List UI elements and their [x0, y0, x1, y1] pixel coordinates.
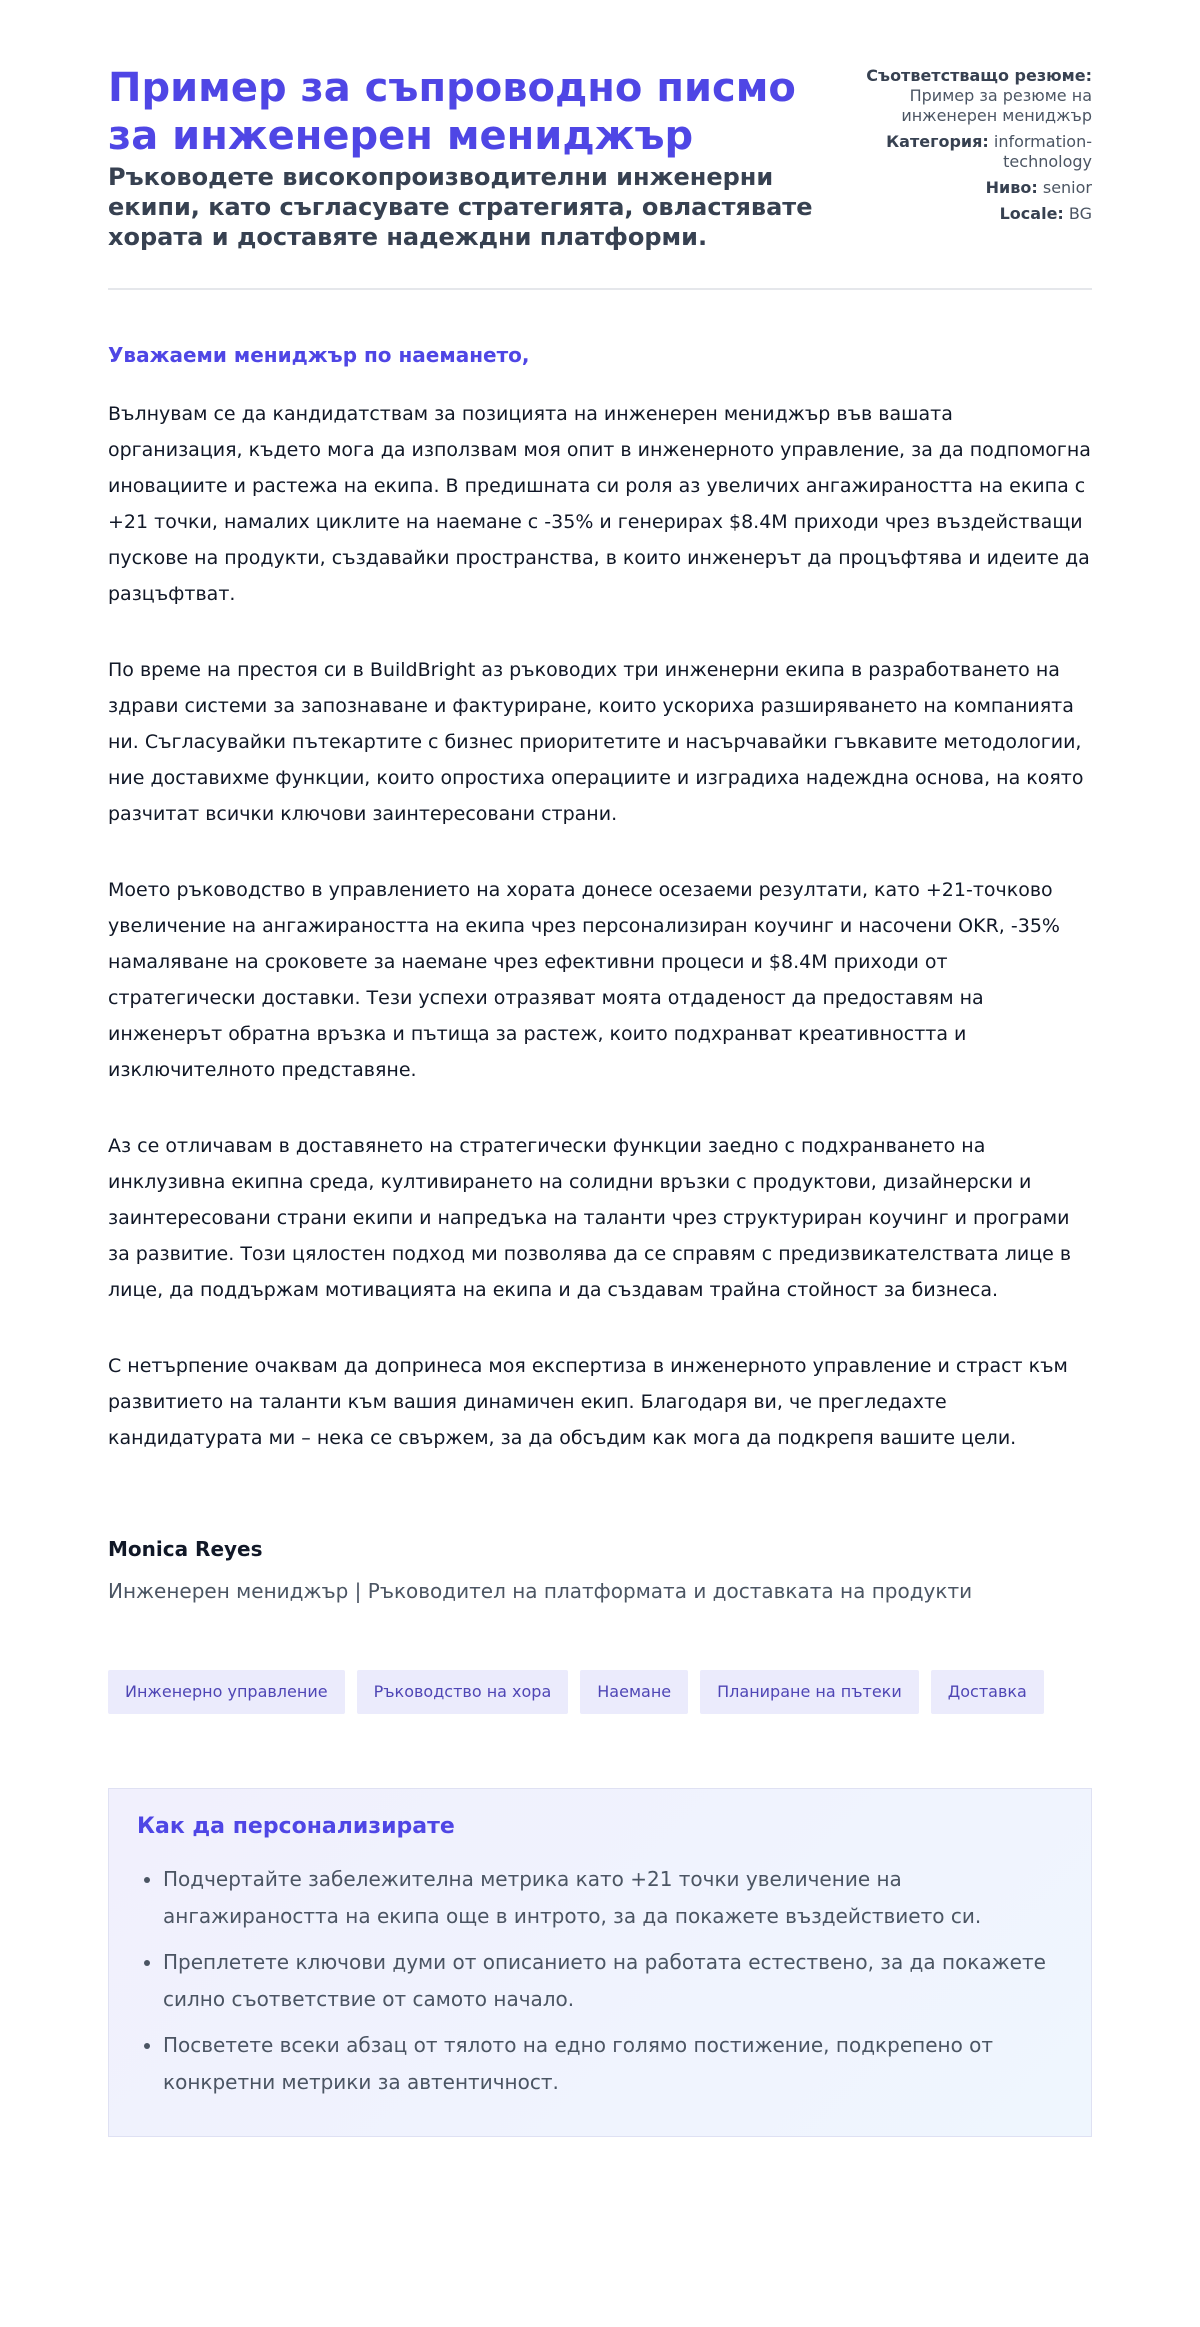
meta-locale-label: Locale:	[999, 204, 1064, 223]
meta-panel	[862, 66, 1092, 230]
body-paragraph-5: С нетърпение очаквам да допринеса моя експертиза в инженерното управление и страст към развитието на таланти към вашия динамичен екип. Благодаря ви, че прегледахте кандидатурата ми – нека се свържем, за да обсъдим как мога да подкрепя вашите цели.	[108, 1355, 1068, 1449]
meta-level	[862, 178, 1092, 198]
tag-engineering-management[interactable]: Инженерно управление	[108, 1670, 345, 1714]
meta-resume	[862, 66, 1092, 126]
body-paragraph-3: Моето ръководство в управлението на хората донесе осезаеми резултати, като +21-точково увеличение на ангажираността на екипа чрез персонализиран коучинг и насочени OKR, -35% намаляване на сроковете за наемане чрез ефективни процеси и $8.4M приходи от стратегически доставки. Тези успехи отразяват моята отдаденост да предоставям на инженерът обратна връзка и пътища за растеж, които подхранват креативността и изключителното представяне.	[108, 879, 1060, 1081]
meta-level-label: Ниво:	[985, 178, 1038, 197]
tip-item: • Подчертайте забележителна метрика като +21 точки увеличение на ангажираността на екипа още в интрото, за да покажете въздействието си.	[163, 1861, 1061, 1935]
meta-category-label: Категория:	[886, 132, 989, 151]
tag-roadmap-planning[interactable]: Планиране на пътеки	[700, 1670, 919, 1714]
meta-level-value: senior	[1042, 178, 1092, 197]
tag-hiring[interactable]: Наемане	[580, 1670, 688, 1714]
body-paragraph-2: По време на престоя си в BuildBright аз ръководих три инженерни екипа в разработването на здрави системи за запознаване и фактуриране, които ускориха разширяването на компанията ни. Съгласувайки пътекартите с бизнес приоритетите и насърчавайки гъвкавите методологии, ние доставихме функции, които опростиха операциите и изградиха надеждна основа, на която разчитат всички ключови заинтересовани страни.	[108, 659, 1084, 825]
tips-title: Как да персонализирате	[137, 1814, 455, 1839]
meta-resume-label: Съответстващо резюме:	[866, 66, 1092, 85]
page-subtitle: Ръководете високопроизводителни инженерни екипи, като съгласувате стратегията, овластявате хората и доставяте надеждни платформи.	[108, 163, 813, 251]
signature-role: Инженерен мениджър | Ръководител на платформата и доставката на продукти	[108, 1579, 973, 1603]
page-title: Пример за съпроводно писмо за инженерен мениджър	[108, 65, 796, 159]
meta-category-value: information-technology	[993, 132, 1092, 171]
letter-body	[108, 340, 1092, 1456]
salutation: Уважаеми мениджър по наемането,	[108, 343, 530, 367]
signature	[108, 1534, 1092, 1606]
page-header	[108, 64, 1092, 290]
body-paragraph-4: Аз се отличавам в доставянето на стратегически функции заедно с подхранването на инклузивна екипна среда, култивирането на солидни връзки с продуктови, дизайнерски и заинтересовани страни екипи и напредъка на таланти чрез структуриран коучинг и програми за развитие. Този цялостен подход ми позволява да се справям с предизвикателствата лице в лице, да поддържам мотивацията на екипа и да създавам трайна стойност за бизнеса.	[108, 1135, 1072, 1301]
tips-list	[137, 1861, 1061, 2101]
header-left	[108, 64, 828, 252]
tip-item: • Посветете всеки абзац от тялото на едно голямо постижение, подкрепено от конкретни метрики за автентичност.	[163, 2027, 1061, 2101]
signature-name: Monica Reyes	[108, 1537, 263, 1561]
meta-locale-value: BG	[1068, 204, 1092, 223]
tag-delivery[interactable]: Доставка	[931, 1670, 1044, 1714]
body-paragraph-1: Вълнувам се да кандидатствам за позицията на инженерен мениджър във вашата организация, където мога да използвам моя опит в инженерното управление, за да подпомогна иновациите и растежа на екипа. В предишната си роля аз увеличих ангажираността на екипа с +21 точки, намалих циклите на наемане с -35% и генерирах $8.4M приходи чрез въздействащи пускове на продукти, създавайки пространства, в които инженерът да процъфтява и идеите да разцъфтват.	[108, 403, 1091, 605]
meta-locale	[862, 204, 1092, 224]
meta-resume-value: Пример за резюме на инженерен мениджър	[901, 86, 1092, 125]
tag-list	[108, 1670, 1092, 1714]
tag-people-leadership[interactable]: Ръководство на хора	[357, 1670, 569, 1714]
meta-category	[862, 132, 1092, 172]
customization-tips-box	[108, 1788, 1092, 2137]
tip-item: • Преплетете ключови думи от описанието на работата естествено, за да покажете силно съответствие от самото начало.	[163, 1944, 1061, 2018]
